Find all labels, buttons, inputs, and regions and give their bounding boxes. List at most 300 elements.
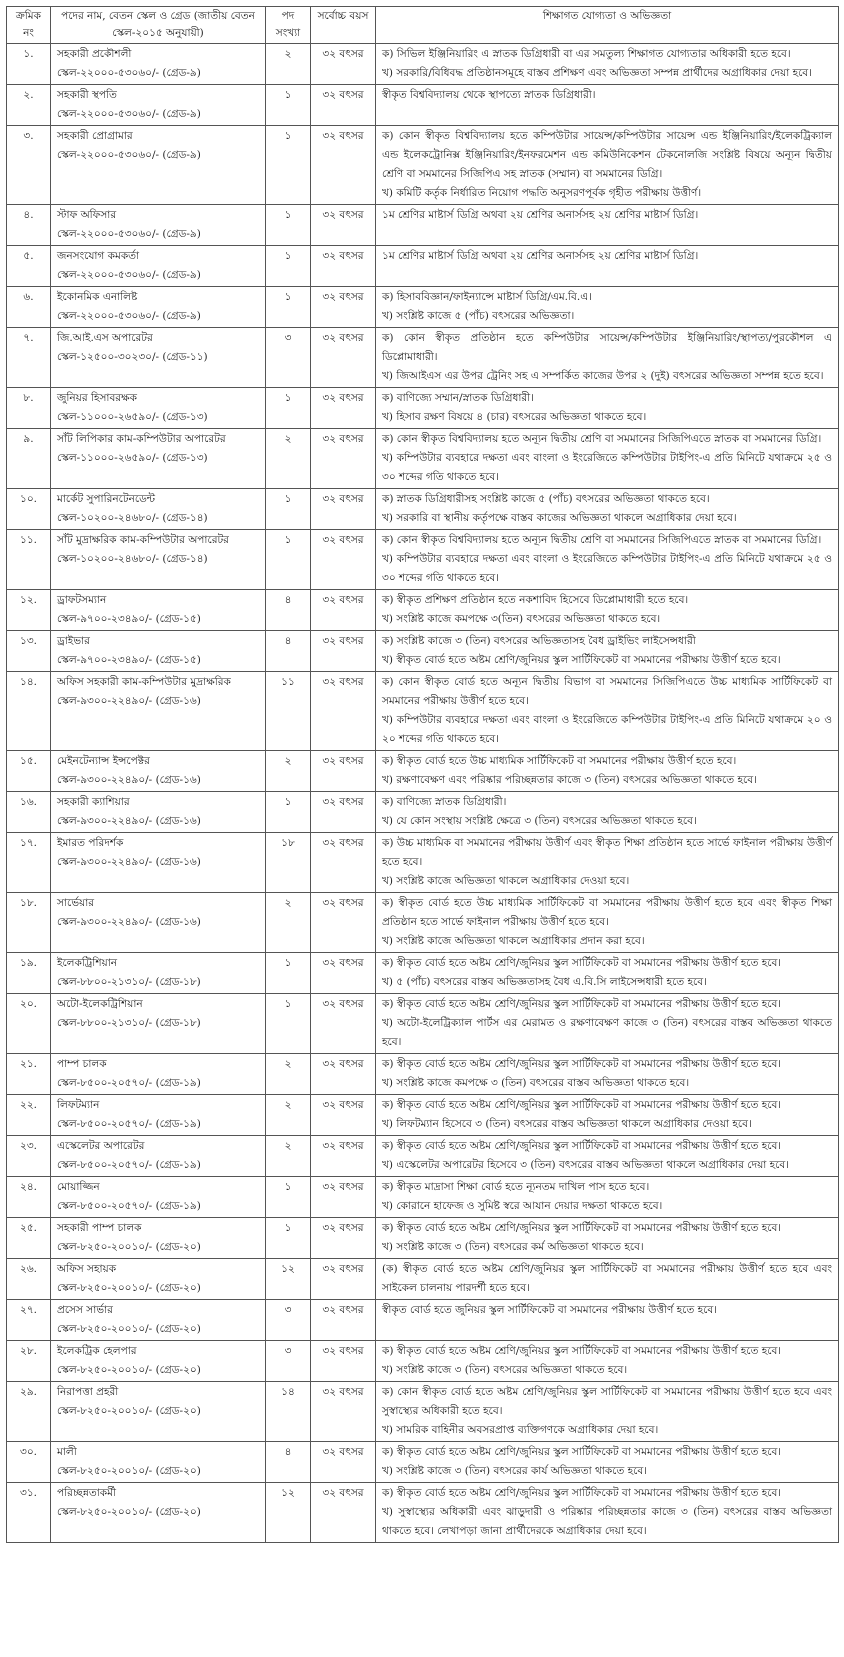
qualification-item: খ) লিফটম্যান হিসেবে ৩ (তিন) বৎসরের বাস্তব অভিজ্ঞতা থাকলে অগ্রাধিকার দেওয়া হবে। [382,1118,752,1130]
post-cell [51,994,266,1054]
qualification-cell [376,246,839,287]
pay-scale: স্কেল-২২০০০-৫৩০৬০/- (গ্রেড-৯) [57,149,201,161]
post-cell [51,751,266,792]
post-cell [51,429,266,489]
qualification-cell [376,1382,839,1442]
qualification-cell [376,287,839,328]
post-name: অফিস সহায়ক [57,1263,117,1275]
table-row [7,205,839,246]
post-name: পাম্প চালক [57,1058,107,1070]
post-name: মোয়াজ্জিন [57,1181,100,1193]
qualification-item: খ) অটো-ইলেট্রিক্যাল পার্টস এর মেরামত ও রক্ষণাবেক্ষণ কাজে ৩ (তিন) বৎসরের বাস্তব অভিজ্ঞতা থাকতে হবে। [382,1017,832,1048]
serial-cell: ৩. [7,126,51,205]
table-row [7,328,839,388]
serial-cell: ২৪. [7,1177,51,1218]
max-age-cell: ৩২ বৎসর [311,1382,376,1442]
serial-cell: ২৫. [7,1218,51,1259]
serial-cell: ২১. [7,1054,51,1095]
qualification-item: খ) ৫ (পাঁচ) বৎসরের বাস্তব অভিজ্ঞতাসহ বৈধ এ.বি.সি লাইসেন্সধারী হতে হবে। [382,976,707,988]
qualification-cell [376,1095,839,1136]
qualification-item: খ) সুস্বাস্থ্যের অধিকারী এবং ঝাড়ুদারী ও পরিষ্কার পরিচ্ছন্নতার কাজে ৩ (তিন) বৎসরের বাস্তব অভিজ্ঞতা থাকতে হবে। লেখাপড়া জানা প্রার্থীদেরকে অগ্রাধিকার দেয়া হবে। [382,1506,832,1537]
post-cell [51,631,266,672]
table-row [7,893,839,953]
max-age-cell: ৩২ বৎসর [311,126,376,205]
post-cell [51,1054,266,1095]
post-cell [51,489,266,530]
serial-cell: ২২. [7,1095,51,1136]
quantity-cell: ৩ [266,1341,311,1382]
post-cell [51,833,266,893]
max-age-cell: ৩২ বৎসর [311,1341,376,1382]
table-row [7,1259,839,1300]
post-cell [51,590,266,631]
qualification-item: ক) স্বীকৃত বোর্ড হতে উচ্চ মাধ্যমিক সার্টিফিকেট বা সমমানের পরীক্ষায় উত্তীর্ণ হতে হবে। [382,755,737,767]
qualification-item: খ) কোরানে হাফেজ ও সুমিষ্ট স্বরে আযান দেয়ার দক্ষতা থাকতে হবে। [382,1200,663,1212]
qualification-item: ক) স্নাতক ডিগ্রিধারীসহ সংশ্লিষ্ট কাজে ৫ (পাঁচ) বৎসরের অভিজ্ঞতা থাকতে হবে। [382,493,710,505]
table-row [7,590,839,631]
qualification-item: স্বীকৃত বোর্ড হতে জুনিয়র স্কুল সার্টিফিকেট বা সমমানের পরীক্ষায় উত্তীর্ণ হতে হবে। [382,1304,717,1316]
qualification-item: খ) সংশ্লিষ্ট কাজে অভিজ্ঞতা থাকলে অগ্রাধিকার দেওয়া হবে। [382,875,630,887]
qualification-item: ক) স্বীকৃত বোর্ড হতে অষ্টম শ্রেণি/জুনিয়র স্কুল সার্টিফিকেট বা সমমানের পরীক্ষায় উত্তীর্ণ হতে হবে। [382,1058,782,1070]
qualification-item: ক) স্বীকৃত বোর্ড হতে অষ্টম শ্রেণি/জুনিয়র স্কুল সার্টিফিকেট বা সমমানের পরীক্ষায় উত্তীর্ণ হতে হবে। [382,1140,782,1152]
qualification-item: ক) উচ্চ মাধ্যমিক বা সমমানের পরীক্ষায় উত্তীর্ণ এবং স্বীকৃত শিক্ষা প্রতিষ্ঠান হতে সার্ভে ফাইনাল পরীক্ষায় উত্তীর্ণ হতে হবে। [382,837,832,868]
pay-scale: স্কেল-৮৫০০-২০৫৭০/- (গ্রেড-১৯) [57,1077,201,1089]
quantity-cell: ২ [266,44,311,85]
quantity-cell: ৪ [266,631,311,672]
qualification-item: ১ম শ্রেণির মাষ্টার্স ডিগ্রি অথবা ২য় শ্রেণির অনার্সসহ ২য় শ্রেণির মাষ্টার্স ডিগ্রি। [382,250,699,262]
qualification-cell [376,953,839,994]
post-cell [51,530,266,590]
serial-cell: ২৩. [7,1136,51,1177]
max-age-cell: ৩২ বৎসর [311,1483,376,1543]
post-cell [51,1382,266,1442]
serial-cell: ৫. [7,246,51,287]
post-cell [51,893,266,953]
max-age-cell: ৩২ বৎসর [311,631,376,672]
quantity-cell: ২ [266,893,311,953]
table-row [7,1300,839,1341]
serial-cell: ৩০. [7,1442,51,1483]
post-name: জনসংযোগ কমকর্তা [57,250,140,262]
table-row [7,672,839,751]
post-name: সহকারী স্থপতি [57,89,117,101]
post-name: সহকারী ক্যাশিয়ার [57,796,130,808]
qualification-item: স্বীকৃত বিশ্ববিদ্যালয় থেকে স্থাপত্যে স্নাতক ডিগ্রিধারী। [382,89,596,101]
quantity-cell: ১৪ [266,1382,311,1442]
header-serial: ক্রমিক নং [7,7,51,44]
table-row [7,429,839,489]
post-cell [51,1341,266,1382]
max-age-cell: ৩২ বৎসর [311,994,376,1054]
serial-cell: ১৫. [7,751,51,792]
qualification-item: ক) সংশ্লিষ্ট কাজে ৩ (তিন) বৎসরের অভিজ্ঞতাসহ বৈধ ড্রাইভিং লাইসেন্সধারী [382,635,696,647]
pay-scale: স্কেল-৮২৫০-২০০১০/- (গ্রেড-২০) [57,1405,201,1417]
post-name: ইলেকট্রিক হেলপার [57,1345,137,1357]
post-cell [51,1259,266,1300]
qualification-item: ক) স্বীকৃত বোর্ড হতে অষ্টম শ্রেণি/জুনিয়র স্কুল সার্টিফিকেট বা সমমানের পরীক্ষায় উত্তীর্ণ হতে হবে। [382,1345,782,1357]
quantity-cell: ২ [266,429,311,489]
pay-scale: স্কেল-১১০০০-২৬৫৯০/- (গ্রেড-১৩) [57,411,208,423]
table-row [7,792,839,833]
post-cell [51,328,266,388]
post-name: এস্কেলেটর অপারেটর [57,1140,145,1152]
max-age-cell: ৩২ বৎসর [311,833,376,893]
quantity-cell: ১২ [266,1483,311,1543]
table-body [7,44,839,1543]
qualification-item: খ) রক্ষণাবেক্ষণ এবং পরিষ্কার পরিচ্ছন্নতার কাজে ৩ (তিন) বৎসরের অভিজ্ঞতা থাকতে হবে। [382,774,757,786]
pay-scale: স্কেল-৮৮০০-২১৩১০/- (গ্রেড-১৮) [57,976,201,988]
quantity-cell: ১ [266,1177,311,1218]
post-name: অফিস সহকারী কাম-কম্পিউটার মুদ্রাক্ষরিক [57,676,231,688]
qualification-cell [376,205,839,246]
pay-scale: স্কেল-৮৮০০-২১৩১০/- (গ্রেড-১৮) [57,1017,201,1029]
pay-scale: স্কেল-১২৫০০-৩০২৩০/- (গ্রেড-১১) [57,351,208,363]
job-vacancy-table [6,6,839,1543]
table-row [7,1442,839,1483]
qualification-item: ক) স্বীকৃত বোর্ড হতে অষ্টম শ্রেণি/জুনিয়র স্কুল সার্টিফিকেট বা সমমানের পরীক্ষায় উত্তীর্ণ হতে হবে। [382,1099,782,1111]
quantity-cell: ৪ [266,1442,311,1483]
serial-cell: ৯. [7,429,51,489]
serial-cell: ২৬. [7,1259,51,1300]
qualification-cell [376,1136,839,1177]
table-row [7,953,839,994]
serial-cell: ১. [7,44,51,85]
post-name: অটো-ইলেকট্রিশিয়ান [57,998,143,1010]
pay-scale: স্কেল-৮৫০০-২০৫৭০/- (গ্রেড-১৯) [57,1118,201,1130]
max-age-cell: ৩২ বৎসর [311,751,376,792]
quantity-cell: ৩ [266,328,311,388]
post-name: ইলেকট্রিশিয়ান [57,957,118,969]
qualification-cell [376,388,839,429]
serial-cell: ১৭. [7,833,51,893]
max-age-cell: ৩২ বৎসর [311,388,376,429]
post-cell [51,1177,266,1218]
max-age-cell: ৩২ বৎসর [311,1054,376,1095]
pay-scale: স্কেল-২২০০০-৫৩০৬০/- (গ্রেড-৯) [57,108,201,120]
quantity-cell: ১৮ [266,833,311,893]
table-row [7,246,839,287]
qualification-cell [376,1259,839,1300]
post-cell [51,1136,266,1177]
pay-scale: স্কেল-৮২৫০-২০০১০/- (গ্রেড-২০) [57,1465,201,1477]
qualification-cell [376,328,839,388]
pay-scale: স্কেল-৮২৫০-২০০১০/- (গ্রেড-২০) [57,1506,201,1518]
pay-scale: স্কেল-২২০০০-৫৩০৬০/- (গ্রেড-৯) [57,67,201,79]
qualification-item: ক) স্বীকৃত বোর্ড হতে অষ্টম শ্রেণি/জুনিয়র স্কুল সার্টিফিকেট বা সমমানের পরীক্ষায় উত্তীর্ণ হতে হবে। [382,1222,782,1234]
pay-scale: স্কেল-৯৩০০-২২৪৯০/- (গ্রেড-১৬) [57,695,201,707]
table-row [7,631,839,672]
qualification-item: ক) কোন স্বীকৃত বোর্ড হতে অষ্টম শ্রেণি/জুনিয়র স্কুল সার্টিফিকেট বা সমমানের পরীক্ষায় উত্তীর্ণ হতে হবে এবং সুস্বাস্থ্যের অধিকারী হতে হবে। [382,1386,832,1417]
post-cell [51,672,266,751]
pay-scale: স্কেল-৮৫০০-২০৫৭০/- (গ্রেড-১৯) [57,1200,201,1212]
pay-scale: স্কেল-৯৩০০-২২৪৯০/- (গ্রেড-১৬) [57,856,201,868]
post-name: মেইনটেন্যান্স ইন্সপেক্টর [57,755,150,767]
header-post: পদের নাম, বেতন স্কেল ও গ্রেড (জাতীয় বেতন স্কেল-২০১৫ অনুযায়ী) [51,7,266,44]
post-name: স্টাফ অফিসার [57,209,117,221]
post-name: সাঁট লিপিকার কাম-কম্পিউটার অপারেটর [57,433,226,445]
max-age-cell: ৩২ বৎসর [311,429,376,489]
max-age-cell: ৩২ বৎসর [311,1136,376,1177]
table-row [7,44,839,85]
qualification-item: ক) বাণিজ্যে সম্মান/স্নাতক ডিগ্রিধারী। [382,392,534,404]
qualification-item: ক) স্বীকৃত মাদ্রাসা শিক্ষা বোর্ড হতে ন্যূনতম দাখিল পাস হতে হবে। [382,1181,650,1193]
qualification-item: খ) সংশ্লিষ্ট কাজে কমপক্ষে ৩ (তিন) বৎসরের বাস্তব অভিজ্ঞতা থাকতে হবে। [382,1077,690,1089]
max-age-cell: ৩২ বৎসর [311,246,376,287]
serial-cell: ২৭. [7,1300,51,1341]
pay-scale: স্কেল-২২০০০-৫৩০৬০/- (গ্রেড-৯) [57,269,201,281]
qualification-item: খ) সংশ্লিষ্ট কাজে অভিজ্ঞতা থাকলে অগ্রাধিকার প্রদান করা হবে। [382,935,645,947]
quantity-cell: ২ [266,1136,311,1177]
post-name: মার্কেট সুপারিনটেনডেন্ট [57,493,156,505]
max-age-cell: ৩২ বৎসর [311,328,376,388]
qualification-cell [376,44,839,85]
qualification-item: খ) কম্পিউটার ব্যবহারে দক্ষতা এবং বাংলা ও ইংরেজিতে কম্পিউটার টাইপিং-এ প্রতি মিনিটে যথাক্রমে ২০ ও ২০ শব্দের গতি থাকতে হবে। [382,714,832,745]
qualification-cell [376,833,839,893]
qualification-item: ক) কোন স্বীকৃত বোর্ড হতে অন্যূন দ্বিতীয় বিভাগ বা সমমানের সিজিপিএতে উচ্চ মাধ্যমিক সার্টিফিকেট বা সমমানের পরীক্ষায় উত্তীর্ণ হতে হবে। [382,676,832,707]
max-age-cell: ৩২ বৎসর [311,530,376,590]
serial-cell: ৭. [7,328,51,388]
qualification-item: খ) কম্পিউটার ব্যবহারে দক্ষতা এবং বাংলা ও ইংরেজিতে কম্পিউটার টাইপিং-এ প্রতি মিনিটে যথাক্রমে ২৫ ও ৩০ শব্দের গতি থাকতে হবে। [382,553,832,584]
max-age-cell: ৩২ বৎসর [311,85,376,126]
post-name: ড্রাফটসম্যান [57,594,107,606]
post-name: ইকোনমিক এনালিষ্ট [57,291,138,303]
qualification-item: খ) জিআইএস এর উপর ট্রেনিং সহ এ সম্পর্কিত কাজের উপর ২ (দুই) বৎসরের অভিজ্ঞতা সম্পন্ন হতে হবে। [382,370,824,382]
qualification-cell [376,126,839,205]
table-row [7,530,839,590]
post-name: পরিচ্ছন্নতাকর্মী [57,1487,116,1499]
qualification-cell [376,590,839,631]
serial-cell: ৬. [7,287,51,328]
qualification-item: (ক) স্বীকৃত বোর্ড হতে অষ্টম শ্রেণি/জুনিয়র স্কুল সার্টিফিকেট বা সমমানের পরীক্ষায় উত্তীর্ণ হতে হবে এবং সাইকেল চালনায় পারদর্শী হতে হবে। [382,1263,832,1294]
post-cell [51,246,266,287]
qualification-cell [376,1442,839,1483]
table-row [7,1483,839,1543]
post-name: প্রসেস সার্ভার [57,1304,113,1316]
qualification-cell [376,1483,839,1543]
post-name: সার্ভেয়ার [57,897,95,909]
quantity-cell: ১ [266,530,311,590]
table-row [7,1177,839,1218]
serial-cell: ৩১. [7,1483,51,1543]
qualification-cell [376,1341,839,1382]
qualification-item: খ) সংশ্লিষ্ট কাজে কমপক্ষে ৩(তিন) বৎসরের অভিজ্ঞতা থাকতে হবে। [382,613,661,625]
qualification-cell [376,751,839,792]
quantity-cell: ১১ [266,672,311,751]
qualification-cell [376,1300,839,1341]
qualification-cell [376,85,839,126]
qualification-cell [376,994,839,1054]
max-age-cell: ৩২ বৎসর [311,1442,376,1483]
post-name: মালী [57,1446,77,1458]
serial-cell: ১৪. [7,672,51,751]
qualification-item: খ) যে কোন সংস্থায় সংশ্লিষ্ট ক্ষেত্রে ৩ (তিন) বৎসরের অভিজ্ঞতা থাকতে হবে। [382,815,697,827]
max-age-cell: ৩২ বৎসর [311,672,376,751]
quantity-cell: ১ [266,792,311,833]
quantity-cell: ১ [266,994,311,1054]
qualification-item: খ) কমিটি কর্তৃক নির্ধারিত নিয়োগ পদ্ধতি অনুসরণপূর্বক গৃহীত পরীক্ষায় উত্তীর্ণ। [382,187,702,199]
max-age-cell: ৩২ বৎসর [311,1177,376,1218]
quantity-cell: ১ [266,1218,311,1259]
table-row [7,287,839,328]
serial-cell: ২. [7,85,51,126]
max-age-cell: ৩২ বৎসর [311,1218,376,1259]
quantity-cell: ২ [266,1095,311,1136]
qualification-item: ক) স্বীকৃত বোর্ড হতে উচ্চ মাধ্যমিক সার্টিফিকেট বা সমমানের পরীক্ষায় উত্তীর্ণ হতে হবে এবং স্বীকৃত শিক্ষা প্রতিষ্ঠান হতে সার্ভে ফাইনাল পরীক্ষায় উত্তীর্ণ হতে হবে। [382,897,832,928]
max-age-cell: ৩২ বৎসর [311,287,376,328]
post-name: সহকারী প্রকৌশলী [57,48,132,60]
qualification-item: ক) স্বীকৃত বোর্ড হতে অষ্টম শ্রেণি/জুনিয়র স্কুল সার্টিফিকেট বা সমমানের পরীক্ষায় উত্তীর্ণ হতে হবে। [382,1487,782,1499]
qualification-cell [376,429,839,489]
pay-scale: স্কেল-৯৩০০-২২৪৯০/- (গ্রেড-১৬) [57,916,201,928]
post-name: নিরাপত্তা প্রহরী [57,1386,119,1398]
table-row [7,388,839,429]
serial-cell: ১১. [7,530,51,590]
qualification-item: খ) সরকারি বা স্থানীয় কর্তৃপক্ষে বাস্তব কাজের অভিজ্ঞতা থাকলে অগ্রাধিকার দেয়া হবে। [382,512,737,524]
max-age-cell: ৩২ বৎসর [311,953,376,994]
quantity-cell: ১ [266,287,311,328]
qualification-item: খ) সংশ্লিষ্ট কাজে ৩ (তিন) বৎসরের অভিজ্ঞতা থাকতে হবে। [382,1364,628,1376]
table-header-row [7,7,839,44]
pay-scale: স্কেল-১০২০০-২৪৬৮০/- (গ্রেড-১৪) [57,512,208,524]
serial-cell: ২০. [7,994,51,1054]
pay-scale: স্কেল-৯৭০০-২৩৪৯০/- (গ্রেড-১৫) [57,613,201,625]
serial-cell: ১৯. [7,953,51,994]
max-age-cell: ৩২ বৎসর [311,489,376,530]
max-age-cell: ৩২ বৎসর [311,792,376,833]
qualification-cell [376,893,839,953]
serial-cell: ১২. [7,590,51,631]
post-name: লিফটম্যান [57,1099,100,1111]
qualification-cell [376,631,839,672]
pay-scale: স্কেল-১০২০০-২৪৬৮০/- (গ্রেড-১৪) [57,553,208,565]
quantity-cell: ১২ [266,1259,311,1300]
serial-cell: ৪. [7,205,51,246]
quantity-cell: ৪ [266,590,311,631]
pay-scale: স্কেল-৮২৫০-২০০১০/- (গ্রেড-২০) [57,1282,201,1294]
max-age-cell: ৩২ বৎসর [311,1300,376,1341]
table-row [7,1341,839,1382]
table-row [7,751,839,792]
max-age-cell: ৩২ বৎসর [311,590,376,631]
post-cell [51,1218,266,1259]
qualification-item: ১ম শ্রেণির মাষ্টার্স ডিগ্রি অথবা ২য় শ্রেণির অনার্সসহ ২য় শ্রেণির মাষ্টার্স ডিগ্রি। [382,209,699,221]
qualification-item: খ) সংশ্লিষ্ট কাজে ৩ (তিন) বৎসরের কার্য অভিজ্ঞতা থাকতে হবে। [382,1465,647,1477]
qualification-item: খ) সংশ্লিষ্ট কাজে ৫ (পাঁচ) বৎসরের অভিজ্ঞতা। [382,310,575,322]
quantity-cell: ২ [266,751,311,792]
qualification-item: ক) হিসাববিজ্ঞান/ফাইন্যান্সে মাষ্টার্স ডিগ্রি/এম.বি.এ। [382,291,592,303]
qualification-item: ক) কোন স্বীকৃত বিশ্ববিদ্যালয় হতে কম্পিউটার সায়েন্স/কম্পিউটার সায়েন্স এন্ড ইঞ্জিনিয়ারিং/ইলেকট্রিক্যাল এন্ড ইলেকট্রোনিক্স ইঞ্জিনিয়ারিং/ইনফরমেশন এন্ড কমিউনিকেশন টেকনোলজি সংশ্লিষ্ট বিষয়ে অন্যূন দ্বিতীয় শ্রেণি বা সমমানের সিজিপিএ সহ স্নাতক (সম্মান) বা সমমানের ডিগ্রি। [382,130,832,180]
qualification-item: ক) বাণিজ্যে স্নাতক ডিগ্রিধারী। [382,796,507,808]
table-row [7,1382,839,1442]
table-row [7,1054,839,1095]
pay-scale: স্কেল-৯৩০০-২২৪৯০/- (গ্রেড-১৬) [57,774,201,786]
header-quantity: পদ সংখ্যা [266,7,311,44]
pay-scale: স্কেল-২২০০০-৫৩০৬০/- (গ্রেড-৯) [57,310,201,322]
pay-scale: স্কেল-১১০০০-২৬৫৯০/- (গ্রেড-১৩) [57,452,208,464]
table-row [7,1136,839,1177]
serial-cell: ৮. [7,388,51,429]
post-cell [51,1442,266,1483]
pay-scale: স্কেল-৮২৫০-২০০১০/- (গ্রেড-২০) [57,1241,201,1253]
serial-cell: ১৩. [7,631,51,672]
post-cell [51,1300,266,1341]
post-cell [51,85,266,126]
serial-cell: ১৬. [7,792,51,833]
quantity-cell: ১ [266,388,311,429]
qualification-item: খ) সরকারি/বিধিবদ্ধ প্রতিষ্ঠানসমূহে বাস্তব প্রশিক্ষণ এবং অভিজ্ঞতা সম্পন্ন প্রার্থীদের অগ্রাধিকার দেয়া হবে। [382,67,812,79]
post-cell [51,1095,266,1136]
max-age-cell: ৩২ বৎসর [311,893,376,953]
qualification-item: ক) সিভিল ইঞ্জিনিয়ারিং এ স্নাতক ডিগ্রিধারী বা এর সমতুল্য শিক্ষাগত যোগ্যতার অধিকারী হতে হবে। [382,48,791,60]
qualification-item: ক) স্বীকৃত বোর্ড হতে অষ্টম শ্রেণি/জুনিয়র স্কুল সার্টিফিকেট বা সমমানের পরীক্ষায় উত্তীর্ণ হতে হবে। [382,1446,782,1458]
post-name: ড্রাইভার [57,635,90,647]
qualification-cell [376,489,839,530]
qualification-cell [376,530,839,590]
table-row [7,1218,839,1259]
pay-scale: স্কেল-৮২৫০-২০০১০/- (গ্রেড-২০) [57,1364,201,1376]
qualification-item: খ) সামরিক বাহিনীর অবসরপ্রাপ্ত ব্যক্তিগণকে অগ্রাধিকার দেয়া হবে। [382,1424,659,1436]
qualification-cell [376,792,839,833]
qualification-item: ক) কোন স্বীকৃত বিশ্ববিদ্যালয় হতে অন্যূন দ্বিতীয় শ্রেণি বা সমমানের সিজিপিএতে স্নাতক বা সমমানের ডিগ্রি। [382,433,822,445]
qualification-item: খ) সংশ্লিষ্ট কাজে ৩ (তিন) বৎসরের কর্ম অভিজ্ঞতা থাকতে হবে। [382,1241,644,1253]
post-cell [51,953,266,994]
qualification-item: ক) স্বীকৃত বোর্ড হতে অষ্টম শ্রেণি/জুনিয়র স্কুল সার্টিফিকেট বা সমমানের পরীক্ষায় উত্তীর্ণ হতে হবে। [382,998,782,1010]
qualification-item: খ) এস্কেলেটর অপারেটর হিসেবে ৩ (তিন) বৎসরের বাস্তব অভিজ্ঞতা থাকলে অগ্রাধিকার দেয়া হবে। [382,1159,789,1171]
header-qualification: শিক্ষাগত যোগ্যতা ও অভিজ্ঞতা [376,7,839,44]
quantity-cell: ১ [266,246,311,287]
max-age-cell: ৩২ বৎসর [311,205,376,246]
serial-cell: ১৮. [7,893,51,953]
table-row [7,489,839,530]
post-name: ইমারত পরিদর্শক [57,837,124,849]
post-name: সহকারী প্রোগ্রামার [57,130,133,142]
post-name: জি.আই.এস অপারেটর [57,332,153,344]
table-row [7,833,839,893]
quantity-cell: ১ [266,489,311,530]
quantity-cell: ২ [266,1054,311,1095]
table-row [7,1095,839,1136]
qualification-item: ক) কোন স্বীকৃত বিশ্ববিদ্যালয় হতে অন্যূন দ্বিতীয় শ্রেণি বা সমমানের সিজিপিএতে স্নাতক বা সমমানের ডিগ্রি। [382,534,822,546]
header-max-age: সর্বোচ্চ বয়স [311,7,376,44]
post-cell [51,792,266,833]
max-age-cell: ৩২ বৎসর [311,1095,376,1136]
post-name: সাঁট মুদ্রাক্ষরিক কাম-কম্পিউটার অপারেটর [57,534,229,546]
qualification-item: খ) স্বীকৃত বোর্ড হতে অষ্টম শ্রেণি/জুনিয়র স্কুল সার্টিফিকেট বা সমমানের পরীক্ষায় উত্তীর্ণ হতে হবে। [382,654,781,666]
qualification-item: খ) হিসাব রক্ষণ বিষয়ে ৪ (চার) বৎসরের অভিজ্ঞতা থাকতে হবে। [382,411,647,423]
table-row [7,85,839,126]
qualification-item: ক) স্বীকৃত বোর্ড হতে অষ্টম শ্রেণি/জুনিয়র স্কুল সার্টিফিকেট বা সমমানের পরীক্ষায় উত্তীর্ণ হতে হবে। [382,957,782,969]
serial-cell: ১০. [7,489,51,530]
max-age-cell: ৩২ বৎসর [311,1259,376,1300]
post-cell [51,1483,266,1543]
quantity-cell: ১ [266,85,311,126]
qualification-item: খ) কম্পিউটার ব্যবহারে দক্ষতা এবং বাংলা ও ইংরেজিতে কম্পিউটার টাইপিং-এ প্রতি মিনিটে যথাক্রমে ২৫ ও ৩০ শব্দের গতি থাকতে হবে। [382,452,832,483]
quantity-cell: ৩ [266,1300,311,1341]
qualification-item: ক) কোন স্বীকৃত প্রতিষ্ঠান হতে কম্পিউটার সায়েন্স/কম্পিউটার ইঞ্জিনিয়ারিং/স্থাপত্য/পুরকৌশল এ ডিপ্লোমাধারী। [382,332,832,363]
serial-cell: ২৯. [7,1382,51,1442]
qualification-cell [376,1177,839,1218]
serial-cell: ২৮. [7,1341,51,1382]
qualification-cell [376,1218,839,1259]
pay-scale: স্কেল-৮৫০০-২০৫৭০/- (গ্রেড-১৯) [57,1159,201,1171]
post-cell [51,287,266,328]
qualification-cell [376,1054,839,1095]
quantity-cell: ১ [266,205,311,246]
qualification-cell [376,672,839,751]
post-cell [51,44,266,85]
pay-scale: স্কেল-২২০০০-৫৩০৬০/- (গ্রেড-৯) [57,228,201,240]
table-row [7,126,839,205]
